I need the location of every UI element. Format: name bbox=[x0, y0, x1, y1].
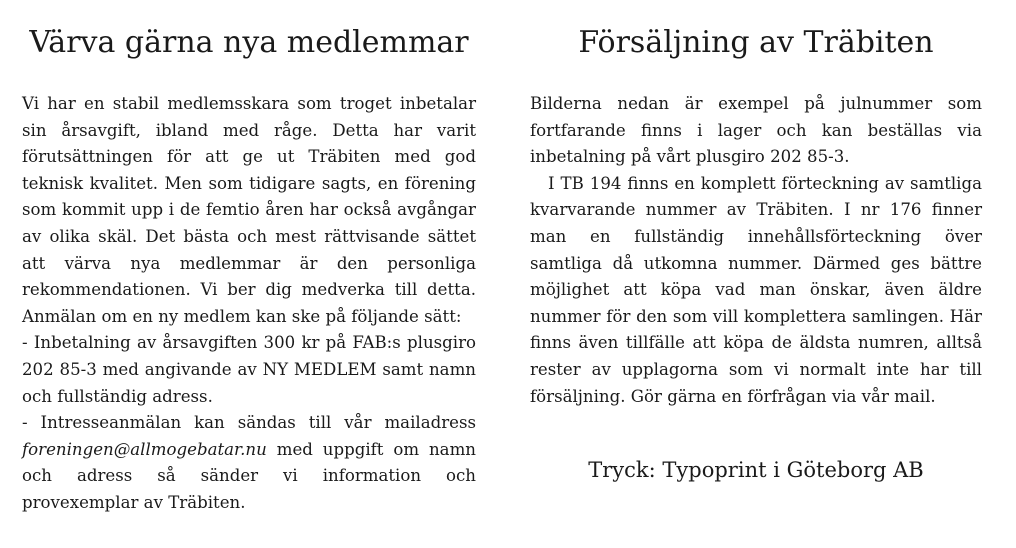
index-paragraph: I TB 194 finns en komplett förteckning av samtliga kvarvarande nummer av Träbiten. I nr 176 finner man en fullständig innehållsförteckning över samtliga då utkomna nummer. Därmed ges bättre möjlighet att köpa vad man önskar, även äldre nummer för den som vill komplettera samlingen. Här finns även tillfälle att köpa de äldsta numren, alltså rester av upplagorna som vi normalt inte har till försäljning. Gör gärna en förfrågan via vår mail. bbox=[530, 173, 982, 406]
interest-instruction-paragraph bbox=[22, 410, 476, 516]
payment-instruction-paragraph: - Inbetalning av årsavgiften 300 kr på FAB:s plusgiro 202 85-3 med angivande av NY MEDLEM samt namn och fullständig adress. bbox=[22, 333, 476, 406]
sale-body bbox=[530, 91, 982, 410]
recruit-intro-paragraph: Vi har en stabil medlemsskara som troget inbetalar sin årsavgift, ibland med råge. Detta har varit förutsättningen för att ge ut Träbiten med god teknisk kvalitet. Men som tidigare sagts, en förening som kommit upp i de femtio åren har också avgångar av olika skäl. Det bästa och mest rättvisande sättet att värva nya medlemmar är den personliga rekommendationen. Vi ber dig medverka till detta. Anmälan om en ny medlem kan ske på följande sätt: bbox=[22, 94, 476, 326]
recruit-members-heading: Värva gärna nya medlemmar bbox=[29, 25, 469, 60]
interest-text-before-email: - Intresseanmälan kan sändas till vår mailadress bbox=[22, 413, 476, 433]
email-address: foreningen@allmogebatar.nu bbox=[22, 439, 267, 459]
print-credit: Tryck: Typoprint i Göteborg AB bbox=[588, 458, 924, 482]
interest-text-after-email: med uppgift om namn och adress så sänder vi information och provexemplar av Träbiten. bbox=[22, 439, 476, 512]
recruit-members-body bbox=[22, 91, 476, 517]
sale-heading: Försäljning av Träbiten bbox=[578, 25, 934, 60]
examples-paragraph: Bilderna nedan är exempel på julnummer som fortfarande finns i lager och kan beställas via inbetalning på vårt plusgiro 202 85-3. bbox=[530, 94, 982, 167]
